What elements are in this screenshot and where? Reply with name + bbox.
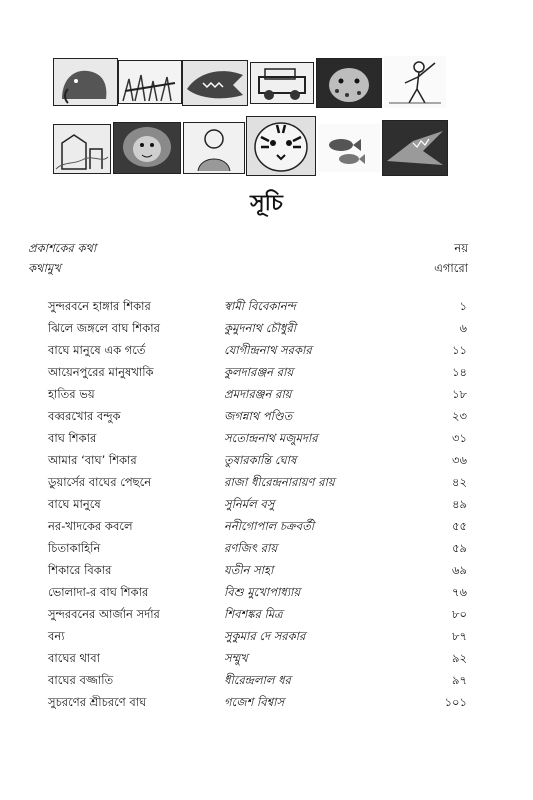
toc-author: সম্মুখ bbox=[224, 651, 248, 665]
page-title: সূচি bbox=[250, 191, 283, 216]
front-matter-title: কথামুখ bbox=[28, 261, 61, 275]
toc-author: প্রমদারঞ্জন রায় bbox=[224, 387, 292, 401]
toc-title: বাঘে মানুষে এক গর্তে bbox=[48, 343, 146, 357]
ruins-illustration bbox=[53, 124, 111, 174]
toc-title: বাঘে মানুষে bbox=[48, 497, 101, 511]
toc-title: চিতাকাহিনি bbox=[48, 541, 101, 555]
toc-page: ৯৭ bbox=[452, 673, 467, 687]
man-portrait-illustration bbox=[183, 122, 245, 174]
toc-row bbox=[0, 628, 533, 646]
toc-row bbox=[0, 430, 533, 448]
toc-title: শিকারে বিকার bbox=[48, 563, 112, 577]
toc-title: হাতির ভয় bbox=[48, 387, 95, 401]
toc-page: ৩৬ bbox=[452, 453, 467, 467]
front-matter-page: নয় bbox=[454, 241, 468, 255]
toc-page: ১৮ bbox=[452, 387, 467, 401]
toc-author: রাজা ধীরেন্দ্রনারায়ণ রায় bbox=[224, 475, 335, 489]
toc-page: ১৪ bbox=[452, 365, 467, 379]
toc-title: বন্য bbox=[48, 629, 65, 643]
toc-page: ৭৬ bbox=[452, 585, 467, 599]
toc-author: সুনির্মল বসু bbox=[224, 497, 275, 511]
toc-author: রণজিৎ রায় bbox=[224, 541, 278, 555]
fish-illustration bbox=[318, 124, 380, 172]
toc-author: সতোন্দ্রনাথ মজুমদার bbox=[224, 431, 318, 445]
toc-row bbox=[0, 474, 533, 492]
toc-author: স্বামী বিবেকানন্দ bbox=[224, 299, 296, 313]
grass-hunter-illustration bbox=[118, 60, 182, 104]
toc-row bbox=[0, 408, 533, 426]
shark-illustration bbox=[182, 60, 248, 106]
elephant-illustration bbox=[53, 58, 118, 106]
toc-row bbox=[0, 518, 533, 536]
leopard-illustration bbox=[316, 58, 382, 108]
toc-page: ৪৯ bbox=[452, 497, 467, 511]
toc-page: ১১ bbox=[452, 343, 467, 357]
toc-author: সুকুমার দে সরকার bbox=[224, 629, 306, 643]
toc-title: আয়েনপুরের মানুষখাকি bbox=[48, 365, 154, 379]
toc-author: তুষারকান্তি ঘোষ bbox=[224, 453, 297, 467]
toc-title: বাঘের বজ্জাতি bbox=[48, 673, 114, 687]
toc-row bbox=[0, 562, 533, 580]
hunter-illustration bbox=[384, 56, 446, 108]
toc-row bbox=[0, 298, 533, 316]
toc-title: ডুয়ার্সের বাঘের পেছনে bbox=[48, 475, 152, 489]
toc-author: শিবশঙ্কর মিত্র bbox=[224, 607, 283, 621]
toc-title: বাঘের থাবা bbox=[48, 651, 100, 665]
toc-row bbox=[0, 496, 533, 514]
toc-page: ৫৫ bbox=[452, 519, 467, 533]
toc-title: বব্বরখোর বন্দুক bbox=[48, 409, 121, 423]
toc-author: বিশু মুখোপাধ্যায় bbox=[224, 585, 301, 599]
toc-title: বাঘ শিকার bbox=[48, 431, 97, 445]
toc-page: ৪২ bbox=[452, 475, 467, 489]
toc-page: ৬৯ bbox=[452, 563, 467, 577]
toc-row bbox=[0, 672, 533, 690]
toc-author: কুলদারঞ্জন রায় bbox=[224, 365, 294, 379]
toc-page: ৮০ bbox=[452, 607, 467, 621]
toc-page: ৫৯ bbox=[452, 541, 467, 555]
toc-title: আমার ‘বাঘ’ শিকার bbox=[48, 453, 137, 467]
toc-title: ঝিলে জঙ্গলে বাঘ শিকার bbox=[48, 321, 160, 335]
toc-row bbox=[0, 452, 533, 470]
toc-page: ৬ bbox=[459, 321, 467, 335]
toc-page: ৯২ bbox=[452, 651, 467, 665]
toc-page: ১ bbox=[459, 299, 467, 313]
tiger-face-illustration bbox=[246, 116, 316, 176]
toc-page: ২৩ bbox=[452, 409, 467, 423]
toc-row bbox=[0, 364, 533, 382]
toc-author: গজেশ বিশ্বাস bbox=[224, 695, 285, 709]
toc-page: ৮৭ bbox=[452, 629, 467, 643]
toc-page: ১০১ bbox=[444, 695, 467, 709]
toc-row bbox=[0, 694, 533, 712]
toc-row bbox=[0, 386, 533, 404]
jeep-illustration bbox=[250, 62, 314, 104]
toc-author: ধীরেন্দ্রলাল ধর bbox=[224, 673, 291, 687]
toc-page: ৩১ bbox=[452, 431, 467, 445]
toc-title: ভোলাদা-র বাঘ শিকার bbox=[48, 585, 149, 599]
toc-title: সুন্দরবনে হাঙ্গার শিকার bbox=[48, 299, 151, 313]
front-matter-page: এগারো bbox=[434, 261, 468, 275]
toc-row bbox=[0, 650, 533, 668]
front-matter-title: প্রকাশকের কথা bbox=[28, 241, 97, 255]
toc-row bbox=[0, 320, 533, 338]
toc-author: যতীন সাহা bbox=[224, 563, 274, 577]
toc-row bbox=[0, 540, 533, 558]
toc-author: যোগীন্দ্রনাথ সরকার bbox=[224, 343, 312, 357]
toc-title: সুন্দরবনের আর্জান সর্দার bbox=[48, 607, 160, 621]
toc-title: সুচরণের শ্রীচরণে বাঘ bbox=[48, 695, 147, 709]
toc-author: কুমুদনাথ চৌধুরী bbox=[224, 321, 296, 335]
toc-author: ননীগোপাল চক্রবর্তী bbox=[224, 519, 315, 533]
toc-author: জগন্নাথ পণ্ডিত bbox=[224, 409, 293, 423]
toc-title: নর-খাদকের কবলে bbox=[48, 519, 133, 533]
toc-row bbox=[0, 606, 533, 624]
toc-row bbox=[0, 584, 533, 602]
toc-row bbox=[0, 342, 533, 360]
crocodile-illustration bbox=[382, 120, 448, 176]
lion-illustration bbox=[113, 122, 181, 174]
